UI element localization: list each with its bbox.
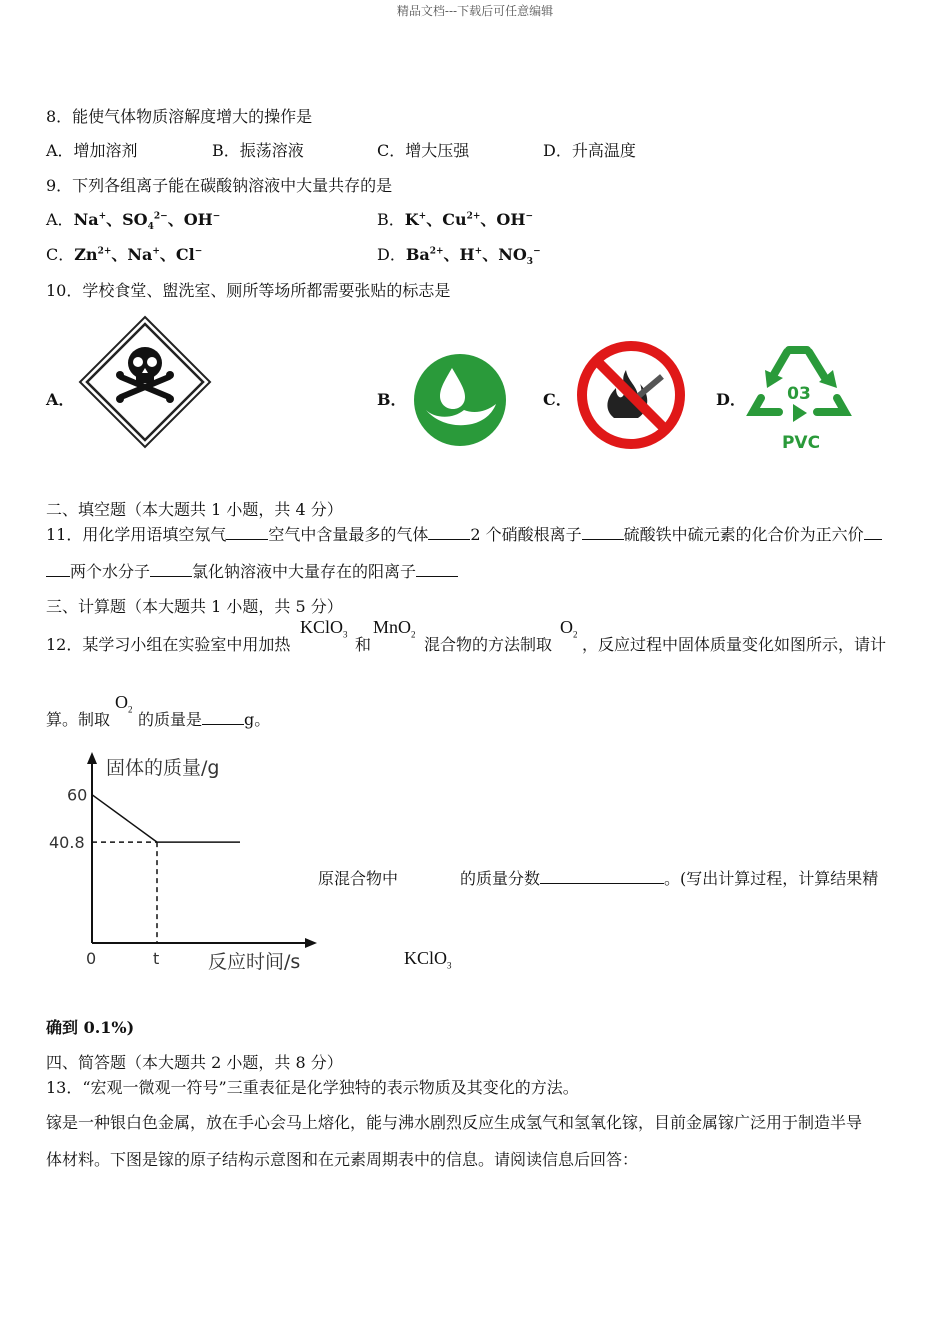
q10-option-d-label: D． [716,390,746,409]
x-axis-label: 反应时间/s [208,951,301,973]
q11-line-2: 两个水分子 氯化钠溶液中大量存在的阳离子 [46,559,458,582]
page-header: 精品文档---下载后可任意编辑 [396,4,554,18]
q13-para-2: 体材料。下图是镓的原子结构示意图和在元素周期表中的信息。请阅读信息后回答： [46,1150,639,1169]
formula-o2: $O_2$ [560,617,578,640]
q12-text-4: 算。制取 [46,710,111,729]
y-axis-arrow [87,752,97,764]
q12-text-5: 的质量是 g。 [138,710,271,729]
mass-time-chart [40,748,330,978]
y-axis-label: 固体的质量/g [106,757,220,779]
q10-option-b-label: B． [377,390,407,409]
y-tick-0: 60 [67,785,88,805]
section-3-title: 三、计算题（本大题共 1 小题，共 5 分） [46,597,343,616]
formula-kclo3-2: KClO$_3$ [404,948,452,971]
q9-option-b: B．K+、$Cu^{2+}$、OH− [377,210,534,229]
q12-and: 和 [355,635,372,654]
q12-text-7: 的质量分数 。(写出计算过程，计算结果精 [460,869,879,888]
x-axis-arrow [305,938,317,948]
q9-option-c: C．$Zn^{2+}$、Na+、Cl− [46,245,203,264]
q13-para-1: 镓是一种银白色金属，放在手心会马上熔化，能与沸水剧烈反应生成氢气和氢氧化镓，目前金属镓广泛用于制造半导 [46,1113,863,1132]
q8-option-c: C．增大压强 [377,141,470,160]
q8-option-d: D．升高温度 [543,141,636,160]
q12-text-3: ，反应过程中固体质量变化如图所示，请计 [582,635,887,654]
q9-option-a: A．Na+、$SO_4^{2-}$、OH− [46,210,221,233]
q12-text-1: 12．某学习小组在实验室中用加热 [46,635,291,654]
q10-stem: 10．学校食堂、盥洗室、厕所等场所都需要张贴的标志是 [46,281,451,300]
q10-option-c-label: C． [543,390,572,409]
formula-kclo3: KClO$_3$ [300,617,348,640]
q12-text-9: 确到 0.1%) [46,1018,135,1037]
x-tick-1: t [153,949,160,968]
x-tick-0: 0 [86,949,97,968]
recycle-pvc-icon [745,336,853,454]
section-2-title: 二、填空题（本大题共 1 小题，共 4 分） [46,500,343,519]
q8-option-a: A．增加溶剂 [46,141,138,160]
q8-option-b: B．振荡溶液 [212,141,304,160]
q8-stem: 8．能使气体物质溶解度增大的操作是 [46,107,313,126]
q12-text-6: 原混合物中 [318,869,399,888]
toxic-sign-icon [78,315,212,449]
recycle-number: 03 [787,384,811,404]
formula-o2-2: $O_2$ [115,692,133,715]
y-tick-1: 40.8 [49,833,85,853]
line-decreasing [92,795,157,842]
section-4-title: 四、简答题（本大题共 2 小题，共 8 分） [46,1053,343,1072]
q13-stem: 13．“宏观一微观一符号”三重表征是化学独特的表示物质及其变化的方法。 [46,1078,579,1097]
water-saving-sign-icon [412,352,508,448]
q11-line-1: 11．用化学用语填空氖气 空气中含量最多的气体 2 个硝酸根离子 硫酸铁中硫元素的化合价为正六价 [46,522,882,545]
q10-option-a-label: A． [46,390,75,409]
no-fire-sign-icon [576,340,686,450]
recycle-code: PVC [781,433,821,453]
q9-stem: 9．下列各组离子能在碳酸钠溶液中大量共存的是 [46,176,393,195]
q9-option-d: D．$Ba^{2+}$、H+、$NO_3^-$ [377,245,541,268]
formula-mno2: MnO$_2$ [373,617,416,640]
q12-text-2: 混合物的方法制取 [424,635,553,654]
